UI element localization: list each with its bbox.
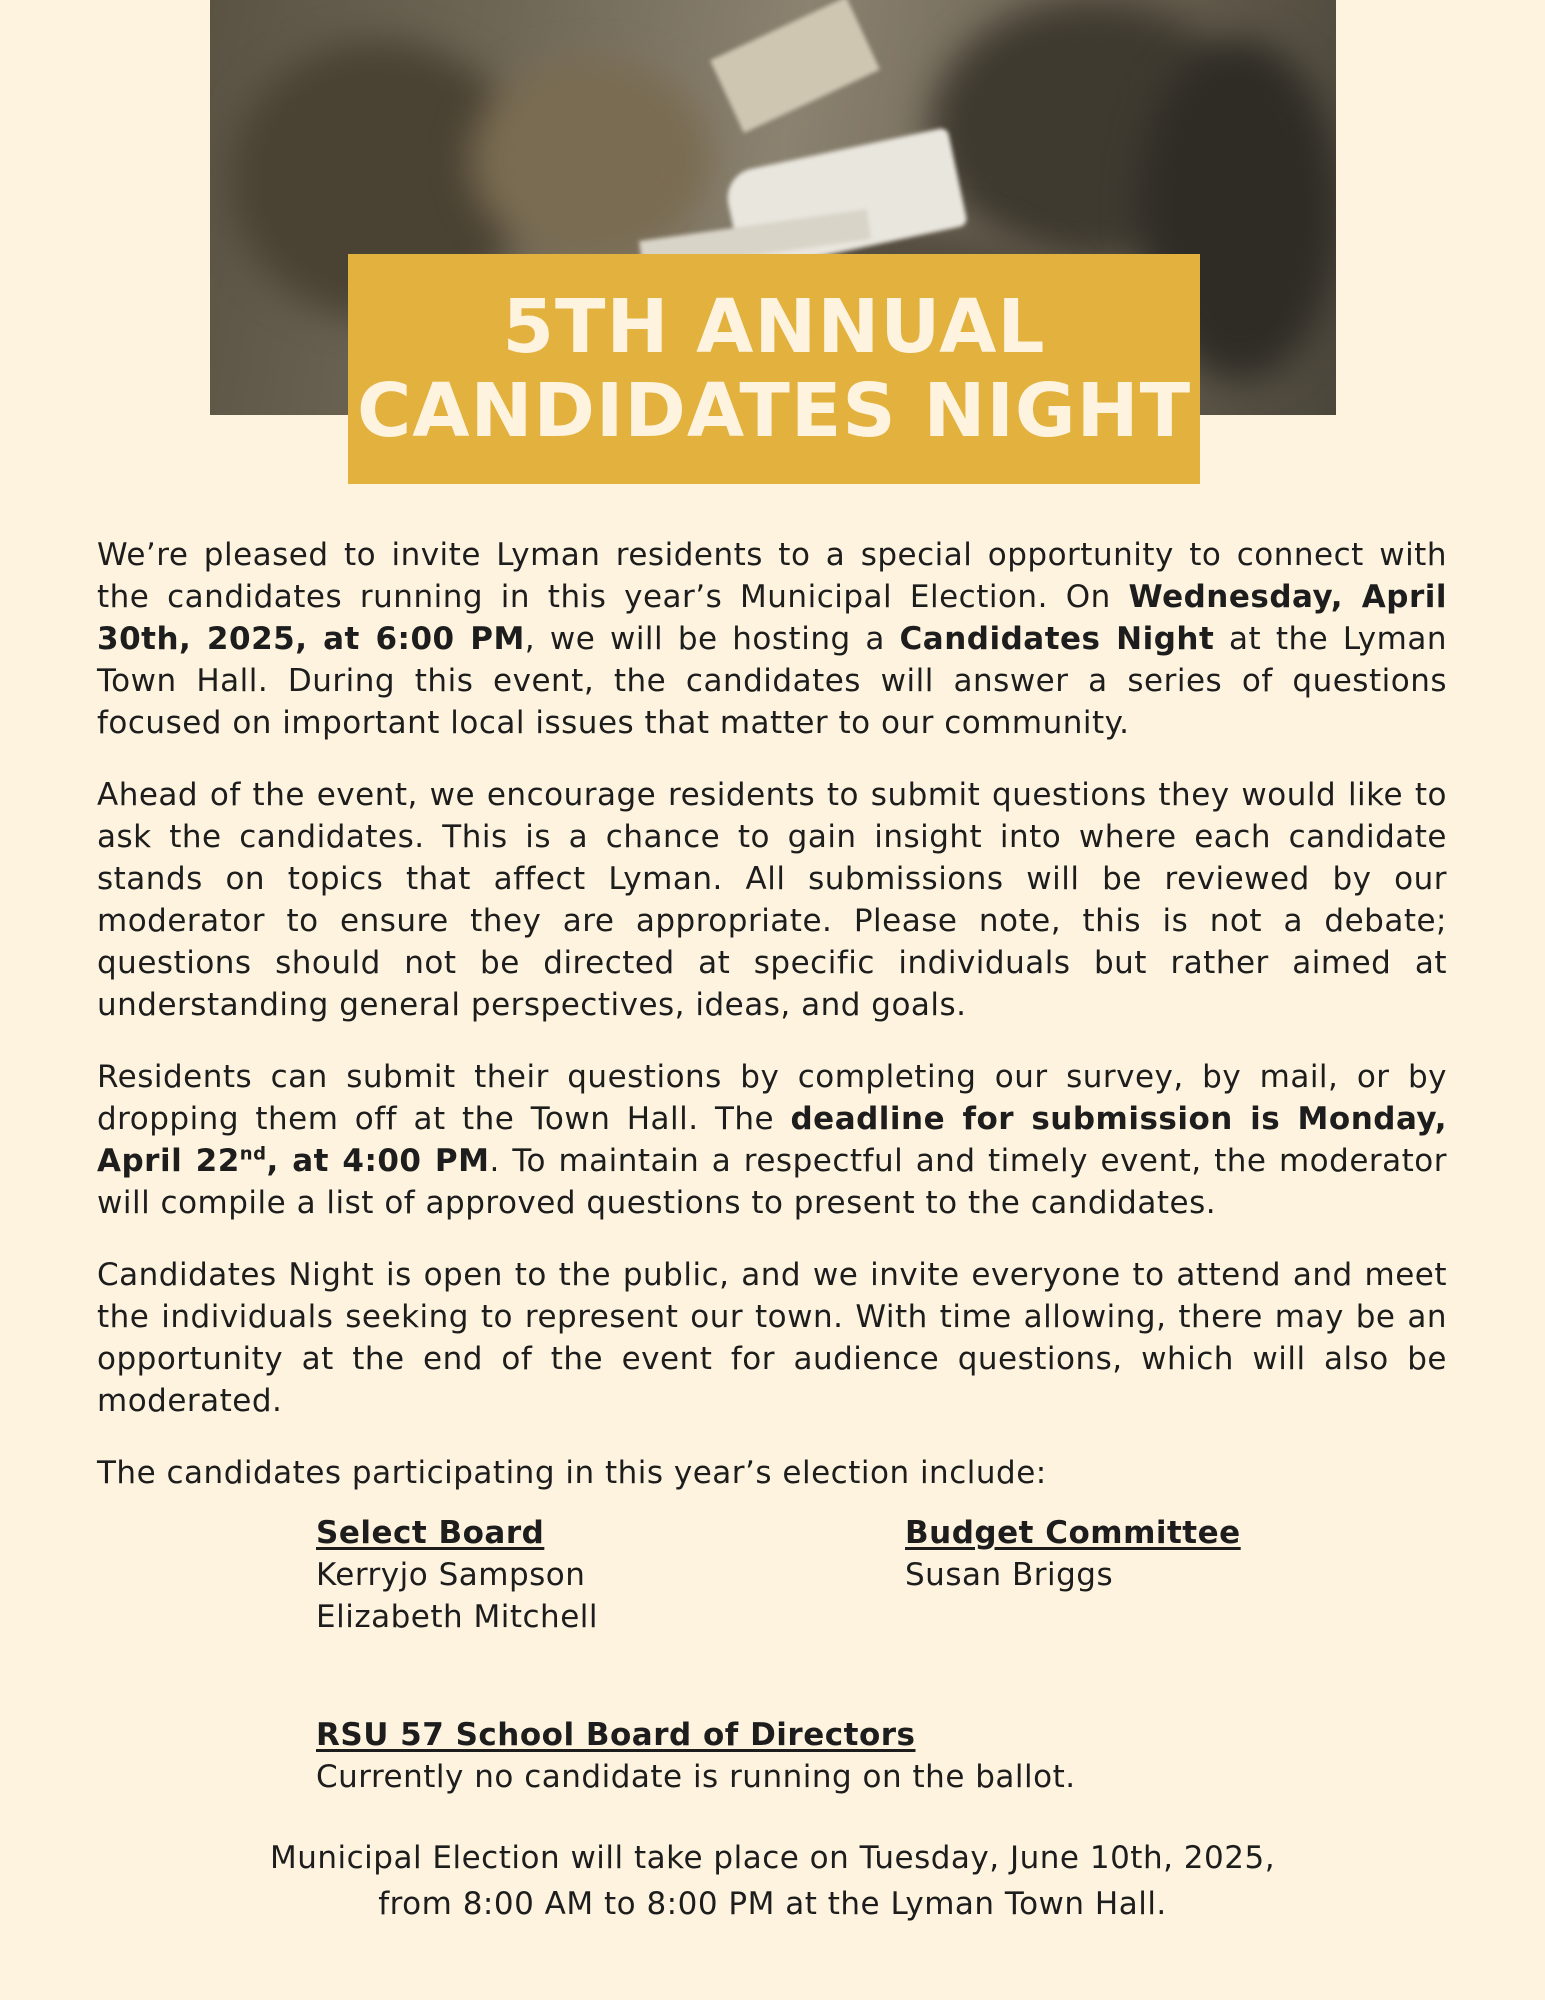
budget-committee-section (905, 1512, 1241, 1596)
select-board-section (316, 1512, 598, 1638)
deadline-text: deadline for submission is Monday, April 22 (97, 1101, 1447, 1179)
p1-text-e: at the Lyman Town Hall. During this event, the candidates will answer a series of questions focused on important local issues that matter to our community. (97, 621, 1447, 741)
body-text (97, 534, 1447, 1518)
paragraph-submit-questions: Ahead of the event, we encourage residents to submit questions they would like to ask the candidates. This is a chance to gain insight into where each candidate stands on topics that affect Lyman. All submissions will be reviewed by our moderator to ensure they are appropriate. Please note, this is not a debate; questions should not be directed at specific individuals but rather aimed at understanding general perspectives, ideas, and goals. (97, 777, 1447, 1023)
election-footer (0, 1835, 1545, 1927)
deadline-time: , at 4:00 PM (266, 1143, 490, 1179)
paragraph-invitation (97, 534, 1447, 744)
paragraph-deadline (97, 1056, 1447, 1224)
p3-text-d: . To maintain a respectful and timely event, the moderator will compile a list of approved questions to present to the candidates. (97, 1143, 1448, 1221)
candidate-name: Kerryjo Sampson (316, 1557, 586, 1593)
paragraph-open-to-public: Candidates Night is open to the public, and we invite everyone to attend and meet the individuals seeking to represent our town. With time allowing, there may be an opportunity at the end of the event for audience questions, which will also be moderated. (97, 1257, 1447, 1419)
footer-line-2: from 8:00 AM to 8:00 PM at the Lyman Town Hall. (378, 1886, 1167, 1922)
p1-text-c: , we will be hosting a (524, 621, 900, 657)
budget-committee-heading: Budget Committee (905, 1515, 1241, 1551)
p3-text-a: Residents can submit their questions by completing our survey, by mail, or by dropping them off at the Town Hall. The (97, 1059, 1447, 1137)
candidate-name: Susan Briggs (905, 1557, 1114, 1593)
title-banner (348, 254, 1200, 484)
deadline-ordinal: nd (239, 1143, 267, 1165)
paragraph-candidates-intro: The candidates participating in this year’s election include: (97, 1455, 1047, 1491)
select-board-heading: Select Board (316, 1515, 545, 1551)
rsu57-section (316, 1714, 1076, 1798)
event-name: Candidates Night (899, 621, 1215, 657)
p1-text-a: We’re pleased to invite Lyman residents to a special opportunity to connect with the candidates running in this year’s Municipal Election. On (97, 537, 1447, 615)
title-line-2: CANDIDATES NIGHT (356, 368, 1192, 454)
title-line-1: 5TH ANNUAL (502, 284, 1046, 370)
rsu57-note: Currently no candidate is running on the ballot. (316, 1759, 1076, 1795)
footer-line-1: Municipal Election will take place on Tuesday, June 10th, 2025, (269, 1840, 1276, 1876)
rsu57-heading: RSU 57 School Board of Directors (316, 1717, 916, 1753)
event-date: Wednesday, April 30th, 2025, at 6:00 PM (97, 579, 1447, 657)
candidate-name: Elizabeth Mitchell (316, 1599, 598, 1635)
